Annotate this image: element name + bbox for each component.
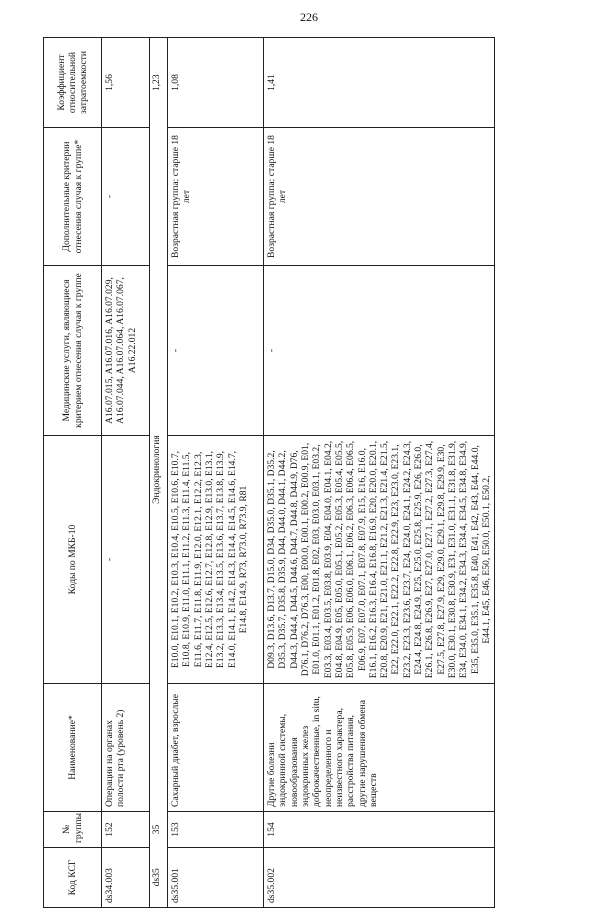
header-coef: Коэффициент относительной затратоемкости [44,38,102,128]
cell-coef: 1,08 [168,38,264,128]
table-header-row [44,38,102,908]
table-row [102,38,150,908]
header-mkb: Коды по МКБ-10 [44,436,102,684]
header-num: № группы [44,812,102,848]
rotated-table-area [43,38,606,903]
table-row [150,38,168,908]
header-extra: Дополнительные критерии отнесения случая к группе* [44,128,102,266]
cell-extra: - [102,128,150,266]
cell-mkb: D09.3, D13.6, D13.7, D15.0, D34, D35.0, D35.1, D35.2, D35.3, D35.7, D35.8, D35.9, D44, D44.0, D44.1, D44.2, D44.3, D44.4, D44.5, D44.6, D44.7, D44.8, D44.9, D76, D76.1, D76.2, D76.3, E00, E00.0, E00.1, E00.2, E00.9, E01, E01.0, E01.1, E01.2, E01.8, E02, E03, E03.0, E03.1, E03.2, E03.3, E03.4, E03.5, E03.8, E03.9, E04, E04.0, E04.1, E04.2, E04.8, E04.9, E05, E05.0, E05.1, E05.2, E05.3, E05.4, E05.5, E05.8, E05.9, E06, E06.0, E06.1, E06.2, E06.3, E06.4, E06.5, E06.9, E07, E07.0, E07.1, E07.8, E07.9, E15, E16, E16.0, E16.1, E16.2, E16.3, E16.4, E16.8, E16.9, E20, E20.0, E20.1, E20.8, E20.9, E21, E21.0, E21.1, E21.2, E21.3, E21.4, E21.5, E22, E22.0, E22.1, E22.2, E22.8, E22.9, E23, E23.0, E23.1, E23.2, E23.3, E23.6, E23.7, E24, E24.0, E24.1, E24.2, E24.3, E24.4, E24.8, E24.9, E25, E25.0, E25.8, E25.9, E26, E26.0, E26.1, E26.8, E26.9, E27, E27.0, E27.1, E27.2, E27.3, E27.4, E27.5, E27.8, E27.9, E29, E29.0, E29.1, E29.8, E29.9, E30, E30.0, E30.1, E30.8, E30.9, E31, E31.0, E31.1, E31.8, E31.9, E34, E34.0, E34.1, E34.2, E34.3, E34.4, E34.5, E34.8, E34.9, E35, E35.0, E35.1, E35.8, E40, E41, E42, E43, E44, E44.0, E44.1, E45, E46, E50, E50.0, E50.1, E50.2, [264,436,495,684]
cell-num: 152 [102,812,150,848]
cell-num: 154 [264,812,495,848]
rotated-table-inner [43,38,583,908]
table-row [168,38,264,908]
cell-code: ds35.001 [168,848,264,908]
cell-name: Операции на органах полости рта (уровень 2) [102,684,150,812]
cell-coef: 1,56 [102,38,150,128]
cell-services: - [264,266,495,436]
cell-coef: 1,41 [264,38,495,128]
section-title: Эндокринология [150,128,168,812]
ksg-table [43,37,495,908]
cell-services: A16.07.015, A16.07.016, A16.07.029, A16.07.044, A16.07.064, A16.07.067, A16.22.012 [102,266,150,436]
table-row [264,38,495,908]
cell-extra: Возрастная группа: старше 18 лет [168,128,264,266]
cell-coef: 1,23 [150,38,168,128]
cell-mkb: E10.0, E10.1, E10.2, E10.3, E10.4, E10.5, E10.6, E10.7, E10.8, E10.9, E11.0, E11.1, E11.2, E11.3, E11.4, E11.5, E11.6, E11.7, E11.8, E11.9, E12.0, E12.1, E12.2, E12.3, E12.4, E12.5, E12.6, E12.7, E12.8, E12.9, E13.0, E13.1, E13.2, E13.3, E13.4, E13.5, E13.6, E13.7, E13.8, E13.9, E14.0, E14.1, E14.2, E14.3, E14.4, E14.5, E14.6, E14.7, E14.8, E14.9, R73, R73.0, R73.9, R81 [168,436,264,684]
cell-code: ds34.003 [102,848,150,908]
cell-num: 35 [150,812,168,848]
cell-mkb: - [102,436,150,684]
header-code: Код КСГ [44,848,102,908]
cell-code: ds35 [150,848,168,908]
header-name: Наименование* [44,684,102,812]
header-services: Медицинские услуги, являющиеся критерием отнесения случая к группе [44,266,102,436]
cell-num: 153 [168,812,264,848]
cell-extra: Возрастная группа: старше 18 лет [264,128,495,266]
cell-name: Сахарный диабет, взрослые [168,684,264,812]
cell-name: Другие болезни эндокринной системы, новообразования эндокринных желез доброкачественные, in situ, неопределенного и неизвестного характера, расстройства питания, другие нарушения обмена веществ [264,684,495,812]
cell-services: - [168,266,264,436]
page-number: 226 [300,10,318,24]
cell-code: ds35.002 [264,848,495,908]
